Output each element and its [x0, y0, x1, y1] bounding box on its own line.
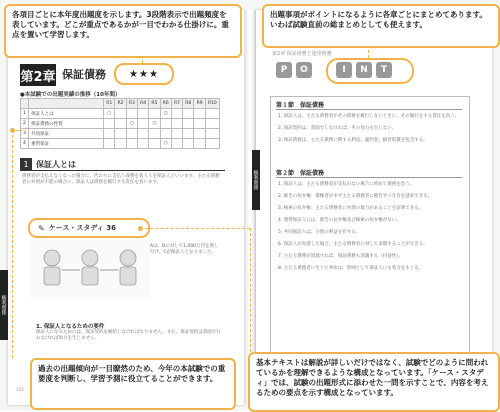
point-letter: T: [376, 62, 392, 78]
right-section1-title: 第１節 保証債務: [276, 102, 325, 109]
summary-line: 6. 保証人が弁済した場合、主たる債務者に対して求償することができる。: [278, 242, 428, 247]
table-row: [21, 119, 220, 129]
leader-line: [250, 228, 251, 352]
chapter-number: 第2章: [20, 64, 56, 86]
row-mark: [104, 139, 115, 149]
row-number: 4: [21, 139, 29, 149]
row-mark: [115, 129, 126, 139]
row-mark: [205, 119, 219, 129]
row-label: 保証人とは: [29, 109, 104, 119]
row-number: 1: [21, 109, 29, 119]
row-mark: [137, 129, 148, 139]
table-header-cell: [29, 99, 104, 109]
table-row: [21, 139, 220, 149]
table-header-cell: R6: [160, 99, 171, 109]
summary-line: 8. 主たる債務者に生じた事由は、原則として保証人にも効力を生じる。: [278, 266, 424, 271]
summary-line: 2. 保証契約は、書面でしなければ、その効力を生じない。: [278, 126, 397, 131]
summary-line: 2. 催告の抗弁権：債権者がまず主たる債務者に催告すべき旨を請求できる。: [278, 194, 433, 199]
summary-line: 3. 検索の抗弁権：主たる債務者に弁済の資力があることを証明できる。: [278, 206, 424, 211]
summary-line: 1. 保証人は、主たる債務者が支払わない場合に初めて債務を負う。: [278, 182, 415, 187]
row-mark: [171, 129, 182, 139]
row-mark: [205, 139, 219, 149]
row-mark: [126, 129, 137, 139]
table-row: [21, 129, 220, 139]
row-mark: [171, 119, 182, 129]
frequency-stars: ★★★: [114, 63, 174, 85]
section-paragraph: 債務者が支払えなくなった場合に、代わりに支払う義務を負う人を保証人といいます。主たる債務者の弁済が不能の場合に、保証人は債務を履行する責任を負います。: [22, 174, 220, 185]
row-mark: [126, 139, 137, 149]
row-mark: [183, 119, 194, 129]
row-label: 保証債務の性質: [29, 119, 104, 129]
point-letter: O: [296, 62, 312, 78]
point-letter: P: [276, 62, 292, 78]
row-number: 2: [21, 119, 29, 129]
table-header-cell: R10: [205, 99, 219, 109]
right-running-head: 第2章 保証債務と連帯債務: [272, 51, 332, 57]
case-illustration: [30, 240, 150, 298]
leader-dot: [138, 226, 143, 231]
row-mark: [115, 119, 126, 129]
row-mark: [115, 139, 126, 149]
summary-line: 4. 連帯保証人には、催告の抗弁権及び検索の抗弁権がない。: [278, 218, 401, 223]
callout-bottom-left: 過去の出題傾向が一目瞭然のため、今年の本試験での重要度を判断し、学習予測に役立てることができます。: [30, 358, 236, 410]
table-header-cell: R3: [126, 99, 137, 109]
table-header-cell: [21, 99, 29, 109]
row-mark: [137, 109, 148, 119]
point-highlight-ring: [326, 58, 414, 84]
row-mark: [149, 129, 160, 139]
pencil-icon: ✎: [38, 223, 45, 233]
summary-line: 5. 共同保証人は、分別の利益を有する。: [278, 230, 361, 235]
table-header-cell: R9: [194, 99, 205, 109]
row-mark: [205, 109, 219, 119]
row-mark: [205, 129, 219, 139]
row-mark: ○: [104, 109, 115, 119]
table-header-cell: R2: [115, 99, 126, 109]
section-number: 1: [20, 158, 32, 170]
leader-dot: [10, 128, 15, 133]
leader-line: [12, 130, 13, 358]
row-mark: ○: [160, 109, 171, 119]
section-title: 保証人とは: [36, 160, 76, 169]
summary-line: 3. 保証債務は、主たる債務に関する利息、違約金、損害賠償を包含する。: [278, 138, 428, 143]
row-mark: [104, 119, 115, 129]
row-mark: [171, 139, 182, 149]
table-header-cell: R4: [137, 99, 148, 109]
row-number: 3: [21, 129, 29, 139]
left-page-number: 120: [16, 387, 24, 392]
row-mark: [126, 109, 137, 119]
point-letter: N: [356, 62, 372, 78]
row-mark: [160, 129, 171, 139]
right-section2-title: 第２節 保証債務: [276, 170, 325, 177]
row-mark: [171, 109, 182, 119]
section-bar: [20, 158, 225, 171]
chapter-title: 保証債務: [62, 68, 106, 81]
table-title: ●本試験での出題実績の推移（10年間）: [20, 92, 121, 98]
table-header-row: [21, 99, 220, 109]
row-mark: [137, 119, 148, 129]
row-mark: [137, 139, 148, 149]
row-mark: [160, 119, 171, 129]
case-study-label: [28, 218, 150, 238]
row-mark: [104, 129, 115, 139]
summary-line: 1. 保証人は、主たる債務者がその債務を履行しないときに、その履行をする責任を負う。: [278, 114, 460, 119]
divider: [276, 177, 462, 178]
left-side-tab: 権利関係: [0, 270, 8, 340]
row-mark: [194, 129, 205, 139]
table-header-cell: R1: [104, 99, 115, 109]
table-header-cell: R5: [149, 99, 160, 109]
right-side-tab: 権利関係: [252, 150, 260, 210]
row-mark: ○: [160, 139, 171, 149]
subsection-paragraph: 保証人になるためには、保証契約を締結しなければなりません。また、保証契約は書面で行わなければ効力を生じません。: [36, 330, 221, 341]
leader-line: [140, 228, 250, 229]
point-letter: I: [336, 62, 352, 78]
case-illustration-text: Aは、Bに対して1,000万円を貸し付け、Cが保証人となりました。: [150, 244, 219, 255]
case-study-title: ケース・スタディ 36: [48, 224, 116, 232]
row-mark: [194, 109, 205, 119]
row-label: 連帯保証: [29, 139, 104, 149]
row-mark: [194, 119, 205, 129]
row-mark: [183, 129, 194, 139]
callout-bottom-right: 基本テキストは解説が詳しいだけではなく、試験でどのように問われているかを理解できるような構成となっています。「ケース・スタディ」では、試験の出題形式に添わせた一問を示すことで、内容を考えるための要点を示す構成となっています。: [248, 352, 500, 412]
table-header-cell: R7: [171, 99, 182, 109]
divider: [276, 109, 462, 110]
row-mark: ○: [149, 119, 160, 129]
subsection-title: 1. 保証人となるための要件: [36, 324, 105, 330]
row-mark: [183, 109, 194, 119]
row-mark: [149, 139, 160, 149]
summary-line: 7. 主たる債務が消滅すれば、保証債務も消滅する（付従性）。: [278, 254, 403, 259]
row-mark: ○: [126, 119, 137, 129]
frequency-table: [20, 98, 220, 149]
table-header-cell: R8: [183, 99, 194, 109]
row-label: 共同保証: [29, 129, 104, 139]
table-row: [21, 109, 220, 119]
row-mark: [194, 139, 205, 149]
row-mark: [149, 109, 160, 119]
row-mark: [183, 139, 194, 149]
callout-top-right: 出題事項がポイントになるように各章ごとにまとめてあります。いわば試験直前の総まとめとしても使えます。: [262, 4, 500, 48]
callout-top-left: 各項目ごとに本年度出題度を示します。3段階表示で出題頻度を表しています。どこが重点であるかが一目でわかる仕掛けに。重点を置いて学習します。: [4, 4, 242, 58]
row-mark: [115, 109, 126, 119]
